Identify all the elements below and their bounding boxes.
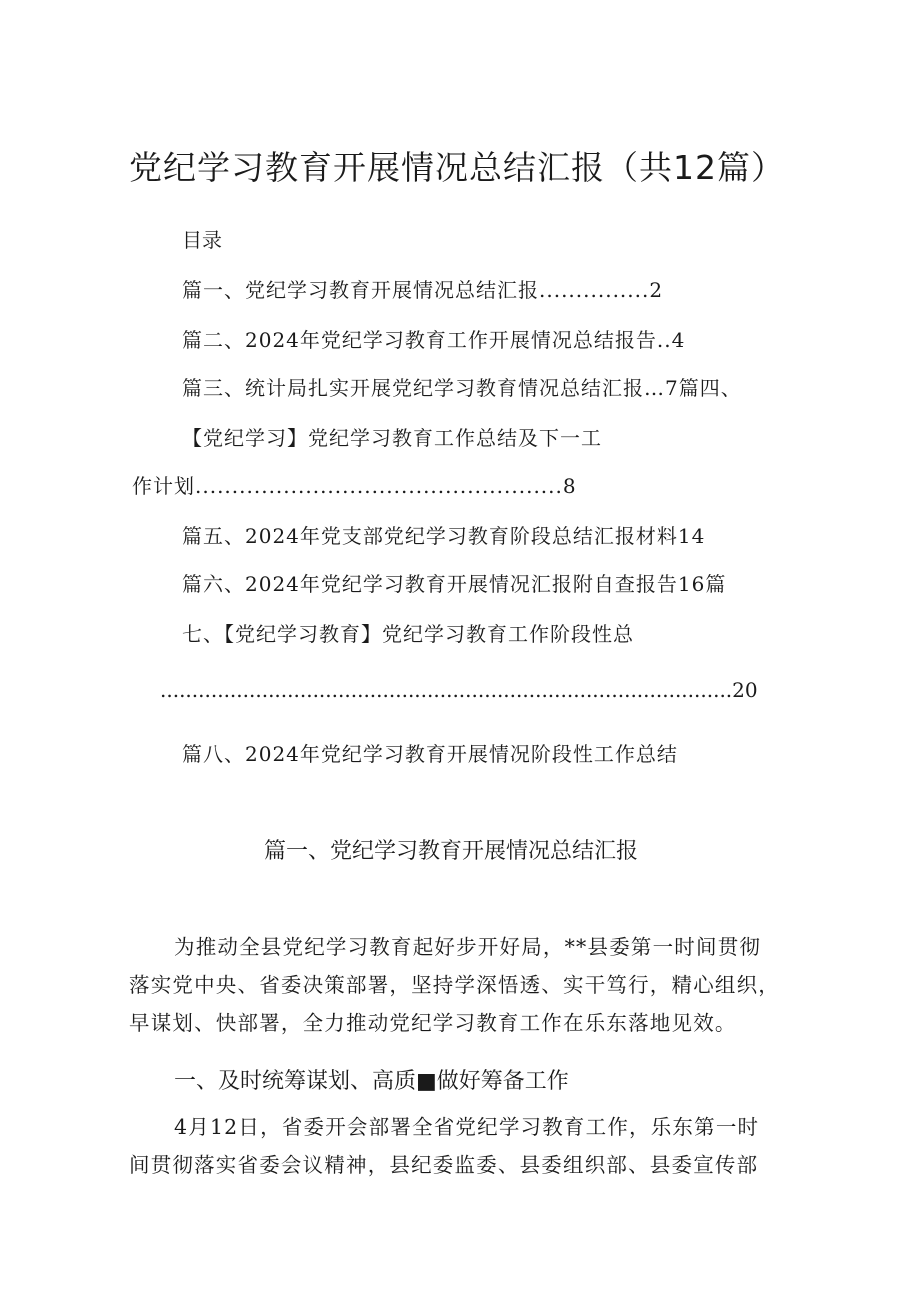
paragraph-line: 落实党中央、省委决策部署，坚持学深悟透、实干笃行，精心组织， — [129, 973, 780, 997]
intro-paragraph — [129, 928, 809, 1042]
paragraph-line: 早谋划、快部署，全力推动党纪学习教育工作在乐东落地见效。 — [129, 1011, 737, 1035]
document-title: 党纪学习教育开展情况总结汇报（共12篇） — [129, 148, 785, 187]
paragraph-line: 4月12日，省委开会部署全省党纪学习教育工作，乐东第一时 — [174, 1115, 760, 1139]
toc-entry: 篇三、统计局扎实开展党纪学习教育情况总结汇报…7篇四、 — [182, 376, 742, 400]
section-heading: 篇一、党纪学习教育开展情况总结汇报 — [264, 839, 639, 864]
subsection-heading: 一、及时统筹谋划、高质■做好筹备工作 — [174, 1069, 569, 1094]
toc-entry: 篇五、2024年党支部党纪学习教育阶段总结汇报材料14 — [182, 524, 706, 548]
toc-entry: 篇一、党纪学习教育开展情况总结汇报...............2 — [182, 278, 664, 302]
paragraph-line: 为推动全县党纪学习教育起好步开好局，**县委第一时间贯彻 — [174, 935, 762, 959]
toc-entry: 篇二、2024年党纪学习教育工作开展情况总结报告..4 — [182, 328, 686, 352]
toc-heading: 目录 — [182, 228, 222, 252]
paragraph-line: 间贯彻落实省委会议精神，县纪委监委、县委组织部、县委宣传部 — [129, 1153, 759, 1177]
toc-entry: ..........................................................................................20 — [160, 678, 758, 702]
toc-entry: 七、【党纪学习教育】党纪学习教育工作阶段性总 — [182, 622, 634, 646]
toc-entry: 作计划..................................................8 — [132, 474, 577, 498]
toc-entry: 篇六、2024年党纪学习教育开展情况汇报附自查报告16篇 — [182, 572, 727, 596]
toc-entry: 篇八、2024年党纪学习教育开展情况阶段性工作总结 — [182, 742, 678, 766]
body-paragraph — [129, 1108, 809, 1184]
toc-entry: 【党纪学习】党纪学习教育工作总结及下一工 — [182, 426, 602, 450]
